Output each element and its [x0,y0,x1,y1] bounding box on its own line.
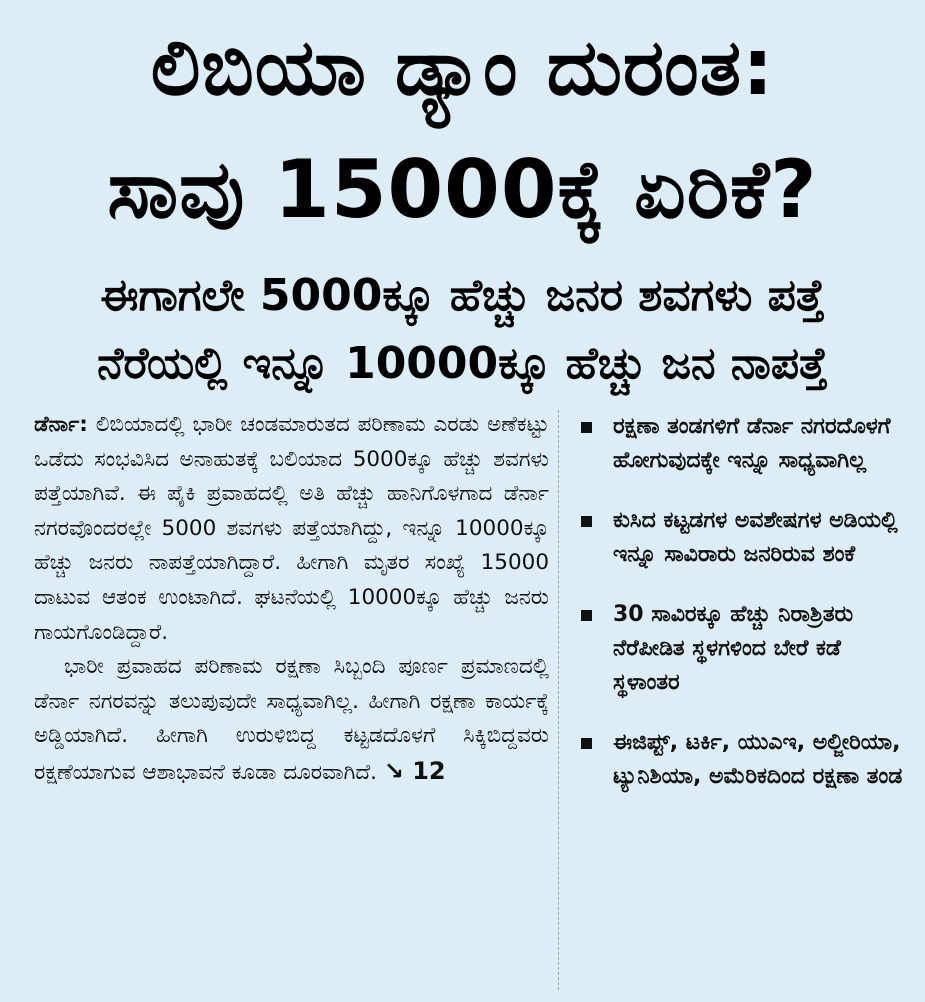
bullet-square-icon [581,738,592,749]
headline-line-2: ಸಾವು 15000ಕ್ಕೆ ಏರಿಕೆ? [107,143,818,236]
highlight-text: ರಕ್ಷಣಾ ತಂಡಗಳಿಗೆ ಡೆರ್ನಾ ನಗರದೊಳಗೆ ಹೋಗುವುದಕ್ಕೇ ಇನ್ನೂ ಸಾಧ್ಯವಾಗಿಲ್ಲ [613,414,891,473]
highlight-text: 30 ಸಾವಿರಕ್ಕೂ ಹೆಚ್ಚು ನಿರಾಶ್ರಿತರು ನೆರೆಪೀಡಿತ ಸ್ಥಳಗಳಿಂದ ಬೇರೆ ಕಡೆ ಸ್ಥಳಾಂತರ [613,602,854,695]
bullet-square-icon [581,610,592,621]
highlight-text: ಕುಸಿದ ಕಟ್ಟಡಗಳ ಅವಶೇಷಗಳ ಅಡಿಯಲ್ಲಿ ಇನ್ನೂ ಸಾವಿರಾರು ಜನರಿರುವ ಶಂಕೆ [613,508,898,567]
bullet-square-icon [581,516,592,527]
highlight-item [577,504,912,572]
highlight-item [577,410,912,478]
article-paragraph-2 [34,650,549,790]
dateline: ಡೆರ್ನಾ: [34,412,88,437]
page-jump-marker: ↘ 12 [383,756,446,785]
subheadline-line-2: ನೆರೆಯಲ್ಲಿ ಇನ್ನೂ 10000ಕ್ಕೂ ಹೆಚ್ಚು ಜನ ನಾಪತ್ತೆ [97,338,828,389]
headline-line-1: ಲಿಬಿಯಾ ಡ್ಯಾಂ ದುರಂತ: [150,23,775,113]
highlights-list [577,410,912,820]
article-body [34,408,549,791]
highlight-text: ಈಜಿಪ್ಟ್, ಟರ್ಕಿ, ಯುಎಇ, ಅಲ್ಜೀರಿಯಾ, ಟ್ಯುನಿಶಿಯಾ, ಅಮೆರಿಕದಿಂದ ರಕ್ಷಣಾ ತಂಡ [613,730,903,789]
paragraph-2-text: ಭಾರೀ ಪ್ರವಾಹದ ಪರಿಣಾಮ ರಕ್ಷಣಾ ಸಿಬ್ಬಂದಿ ಪೂರ್ಣ ಪ್ರಮಾಣದಲ್ಲಿ ಡೆರ್ನಾ ನಗರವನ್ನು ತಲುಪುವುದೇ ಸಾಧ್ಯವಾಗಿಲ್ಲ. ಹೀಗಾಗಿ ರಕ್ಷಣಾ ಕಾರ್ಯಕ್ಕೆ ಅಡ್ಡಿಯಾಗಿದೆ. ಹೀಗಾಗಿ ಉರುಳಿಬಿದ್ದ ಕಟ್ಟಡದೊಳಗೆ ಸಿಕ್ಕಿಬಿದ್ದವರು ರಕ್ಷಣೆಯಾಗುವ ಆಶಾಭಾವನೆ ಕೂಡಾ ದೂರವಾಗಿದೆ. [34,654,549,785]
column-divider [558,410,559,990]
subheadline-line-1: ಈಗಾಗಲೇ 5000ಕ್ಕೂ ಹೆಚ್ಚು ಜನರ ಶವಗಳು ಪತ್ತೆ [100,270,825,321]
highlight-item [577,598,912,700]
bullet-square-icon [581,422,592,433]
paragraph-1-text: ಲಿಬಿಯಾದಲ್ಲಿ ಭಾರೀ ಚಂಡಮಾರುತದ ಪರಿಣಾಮ ಎರಡು ಅಣೆಕಟ್ಟು ಒಡೆದು ಸಂಭವಿಸಿದ ಅನಾಹುತಕ್ಕೆ ಬಲಿಯಾದ 5000ಕ್ಕೂ ಹೆಚ್ಚು ಶವಗಳು ಪತ್ತೆಯಾಗಿವೆ. ಈ ಪೈಕಿ ಪ್ರವಾಹದಲ್ಲಿ ಅತಿ ಹೆಚ್ಚು ಹಾನಿಗೊಳಗಾದ ಡೆರ್ನಾ ನಗರವೊಂದರಲ್ಲೇ 5000 ಶವಗಳು ಪತ್ತೆಯಾಗಿದ್ದು, ಇನ್ನೂ 10000ಕ್ಕೂ ಹೆಚ್ಚು ಜನರು ನಾಪತ್ತೆಯಾಗಿದ್ದಾರೆ. ಹೀಗಾಗಿ ಮೃತರ ಸಂಖ್ಯೆ 15000 ದಾಟುವ ಆತಂಕ ಉಂಟಾಗಿದೆ. ಘಟನೆಯಲ್ಲಿ 10000ಕ್ಕೂ ಹೆಚ್ಚು ಜನರು ಗಾಯಗೊಂಡಿದ್ದಾರೆ. [34,412,549,645]
highlight-item [577,726,912,794]
article-paragraph-1 [34,408,549,650]
